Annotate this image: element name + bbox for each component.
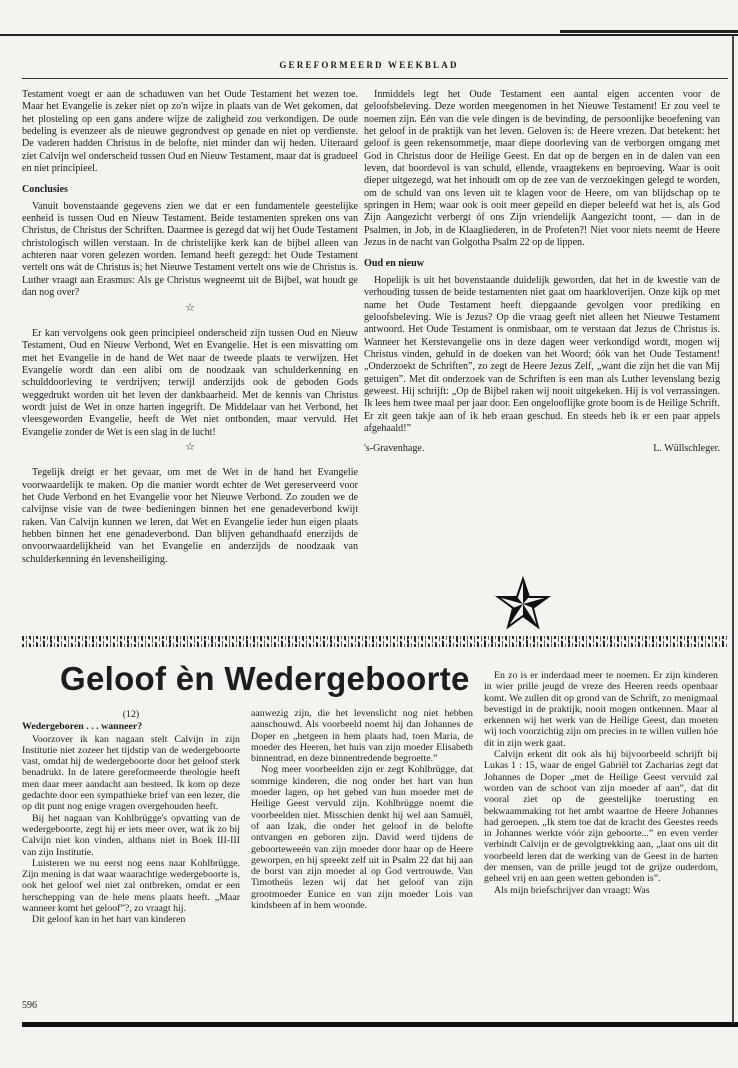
- upper-left-column: [22, 89, 358, 566]
- paragraph: Er kan vervolgens ook geen principieel onderscheid zijn tussen Oud en Nieuw Testament, Oud en Nieuw Verbond, Wet en Evangelie. Het is een misvatting om met het Evangelie in de hand de Wet naar de tweede plaats te verwijzen. Het Evangelie wordt dan een alibi om de noodzaak van schulderkenning en schulddoorleving te verdrijven; terwijl anderzijds ook de geboden Gods weggedrukt worden uit het leven der dankbaarheid. Met de kennis van Christus wordt juist de Wet in onze harten ingegrift. De Middelaar van het Verbond, het vleesgeworden Evangelie, heeft de Wet niet ontbonden, maar vervuld. Het Evangelie zonder de Wet is een slag in de lucht!: [22, 327, 358, 438]
- paragraph: Als mijn briefschrijver dan vraagt: Was: [494, 884, 650, 896]
- paragraph: Bij het nagaan van Kohlbrügge's opvatting van de wedergeboorte, zegt hij er iets meer over, wat ik zo bij Calvijn niet kon vinden, althans niet in Boek III-III van zijn Institutie.: [22, 812, 240, 858]
- top-rule: [0, 34, 738, 36]
- star-ornament-icon: [495, 576, 551, 632]
- star-divider-icon: ☆: [185, 301, 195, 314]
- running-head: GEREFORMEERD WEEKBLAD: [279, 60, 459, 70]
- upper-right-column: [364, 89, 720, 456]
- paragraph: Inmiddels legt het Oude Testament een aantal eigen accenten voor de geloofsbeleving. Deze worden meegenomen in het Nieuwe Testament! Er zou veel te noemen zijn. Eén van die vele dingen is de bevinding, de persoonlijke beoefening van het geloof in de praktijk van het leven. Geloven is: de Heere vrezen. Dat betekent: het geloof is geen rekensommetje, maar diepe doorleving van de verborgen omgang met God in Christus door de Heilige Geest. En dat op de bergen en in de dalen van een leven, dat boordevol is van schuld, ellende, vraagtekens en beproeving. Waar is ooit dieper uitgezegd, wat het inhoudt om op de zee van de verzoekingen gelegd te worden, om de schuld van ons leven uit te klagen voor de Heere, om van blijdschap op te springen in Hem; waar ook is ooit meer gepeild en dieper beleefd wat het is, als God Zijn Aangezicht verbergt óf ons Zijn vriendelijk Aangezicht toont, — dan in de Psalmen, in Job, in de Klaagliederen, in de Profeten?! Niet voor niets neemt de Heere Jezus in de nacht van Golgotha Psalm 22 op de lippen.: [364, 89, 720, 249]
- page-number: 596: [22, 1000, 37, 1011]
- paragraph: Dit geloof kan in het hart van kinderen: [32, 914, 186, 926]
- section-heading-conclusies: Conclusies: [22, 184, 68, 196]
- paragraph: Voorzover ik kan nagaan stelt Calvijn in zijn Institutie niet zozeer het tijdstip van de wedergeboorte vast, omdat hij de wedergeboorte door het geloof sterk benadrukt. In de latere gereformeerde theologie heeft men daar meer aandacht aan besteed. Ik kom op deze gedachte door een sympathieke brief van een lezer, die op dit punt nog enige vragen overgehouden heeft.: [22, 733, 240, 813]
- bottom-rule: [22, 1022, 738, 1027]
- lower-column-2: [251, 708, 473, 911]
- article-title: Geloof èn Wedergeboorte: [60, 660, 470, 697]
- paragraph: Luisteren we nu eerst nog eens naar Kohlbrügge. Zijn mening is dat waar waarachtige wedergeboorte is, ook het geloof wel niet zal ontbreken, omdat er een herschepping van de hele mens plaats heeft. „Maar wanneer komt het geloof”?, zo vraagt hij.: [22, 857, 240, 915]
- star-divider-icon: ☆: [185, 440, 195, 453]
- top-rule-accent: [560, 30, 738, 33]
- paragraph: Testament voegt er aan de schaduwen van het Oude Testament het wezen toe. Maar het Evangelie is zeker niet op zo'n wijze in plaats van de Wet gekomen, dat het plosteling op een gans andere wijze de zaligheid zou verkondigen. De oude bedeling is evenzeer als de nieuwe gegrondvest op genade en niet op verdienste. De vaderen hadden Christus in de belofte, niet minder dan wij heden. Uiteraard ziet Calvijn wel onderscheid tussen Oud en Nieuw Testament, maar dat is gradueel en niet principieel.: [22, 89, 358, 175]
- paragraph: Calvijn erkent dit ook als hij bijvoorbeeld schrijft bij Lukas 1 : 15, waar de engel Gabriël tot Zacharias zegt dat Johannes de Doper „met de Heilige Geest vervuld zal worden van de schoot van zijn moeder af aan”, dat dit vooral ziet op de geestelijke toerusting en bekwaammaking tot het ambt waartoe de Heere Johannes had geroepen. „Ik stem toe dat de kracht des Geestes reeds in Johannes werkte vóór zijn geboorte...” en even verder verbindt Calvijn er de gevolgtrekking aan, „laat ons uit dit voorbeeld leren dat de werking van de Geest in de harten der mensen, van de prille jeugd tot de grijze ouderdom, geheel vrij en aan geen wetten gebonden is”.: [484, 749, 718, 885]
- paragraph: Hopelijk is uit het bovenstaande duidelijk geworden, dat het in de kwestie van de verhouding tussen de beide testamenten niet gaat om haarkloverijen. Onze kijk op met name het Oude Testament heeft diepgaande gevolgen voor prediking en geloofsbeleving. Wie is Jezus? Op die vraag geeft niet alleen het Nieuwe Testament antwoord. Het Oude Testament is onmisbaar, om te verstaan dat Jezus de Christus is. Wanneer het Kerstevangelie ons in deze dagen weer verkondigd wordt, mogen wij Christus vinden, gehuld in de doeken van het Woord; óók van het Oude Testament! „Onderzoekt de Schriften”, zo zegt de Heere Jezus Zelf, „want die zijn het die van Mij getuigen”. Met dit onderzoek van de Schriften is een man als Luther levenslang bezig geweest. Hij schrijft: „Op de Bijbel raken wij nooit uitgekeken. Hij is vol verrassingen. Ik lees hem twee maal per jaar door. Een ongelooflijke grote boom is de Heilige Schrift. Er zit geen takje aan of ik heb eraan geschud. En steeds heb ik er een paar appels afgehaald!”: [364, 274, 720, 434]
- signature-line: [364, 443, 720, 455]
- paragraph: Tegelijk dreigt er het gevaar, om met de Wet in de hand het Evangelie voorwaardelijk te maken. Op die manier wordt echter de Wet gereserveerd voor het Oude Verbond en het Evangelie voor het Nieuwe Verbond. Zo zouden we de calvijnse visie van de twee bedieningen binnen het ene genadeverbond kwijt raken. Van Calvijn kunnen we leren, dat Wet en Evangelie ieder hun eigen plaats hebben binnen het ene genadeverbond. Dan blijven gehandhaafd enerzijds de onvoorwaardelijkheid van het Evangelie en anderzijds de noodzaak van schulderkenning én levensheiliging.: [22, 467, 358, 565]
- author: L. Wüllschleger.: [653, 443, 720, 455]
- section-heading-oud-en-nieuw: Oud en nieuw: [364, 258, 425, 270]
- paragraph: Vanuit bovenstaande gegevens zien we dat er een fundamentele geestelijke eenheid is tussen Oud en Nieuw Testament. Beide testamenten spreken ons van Christus, de Christus der Schriften. Daarmee is gezegd dat wij het Oude Testament christologisch willen verstaan. In de christelijke kerk kan de bijbel alleen van achteren naar voren gelezen worden. Iemand heeft gezegd: het Oude Testament vertelt ons wát de Christus is; het Nieuwe Testament vertelt ons wie de Christus is. Luther vraagt aan Erasmus: Als ge Christus wegneemt uit de Bijbel, wat houdt ge dan nog over?: [22, 200, 358, 299]
- place: 's-Gravenhage.: [364, 443, 425, 455]
- lower-column-1: [22, 709, 240, 926]
- ornamental-border-pattern: [22, 639, 728, 644]
- paragraph: En zo is er inderdaad meer te noemen. Er zijn kinderen in wier prille jeugd de vreze des Heeren reeds openbaar komt. We zullen dit op grond van de Schrift, zo menigmaal bevestigd in de praktijk, nooit mogen ontkennen. Maar al erkennen wij het werk van de Heilige Geest, dan moeten wij toch voorzichtig zijn om precies in te willen vullen hóe dit in zijn werk gaat.: [484, 670, 718, 749]
- header-rule: [22, 78, 728, 79]
- paragraph: Nog meer voorbeelden zijn er zegt Kohlbrügge, dat sommige kinderen, die nog onder het hart van hun moeder lagen, op het gebed van hun moeder met de Heilige Geest vervuld zijn. Kohlbrügge noemt die voorbeelden niet. Misschien denkt hij wel aan Samuël, of aan Izak, die onder het geloof in de belofte ontvangen en geboren zijn. David werd tijdens de geboorteweeën van zijn moeder door haar op de Heere geworpen, en hij spreekt zelf uit in Psalm 22 dat hij aan de borst van zijn moeder al op God vertrouwde. Van Timotheüs lezen wij dat het geloof van zijn grootmoeder Eunice en van zijn moeder Lois van kindsbeen af in hem woonde.: [251, 764, 473, 912]
- article-subheading: Wedergeboren . . . wanneer?: [22, 721, 143, 733]
- paragraph: aanwezig zijn, die het levenslicht nog niet hebben aanschouwd. Als voorbeeld noemt hij dan Johannes de Doper en „hetgeen in hem plaats had, toen Maria, de moeder des Heeren, het huis van zijn moeder Elisabeth binnentrad, en deze binnentredende begroette.”: [251, 708, 473, 765]
- lower-column-3: [484, 670, 718, 896]
- page-edge: [732, 36, 734, 1026]
- installment-number: (12): [122, 709, 140, 720]
